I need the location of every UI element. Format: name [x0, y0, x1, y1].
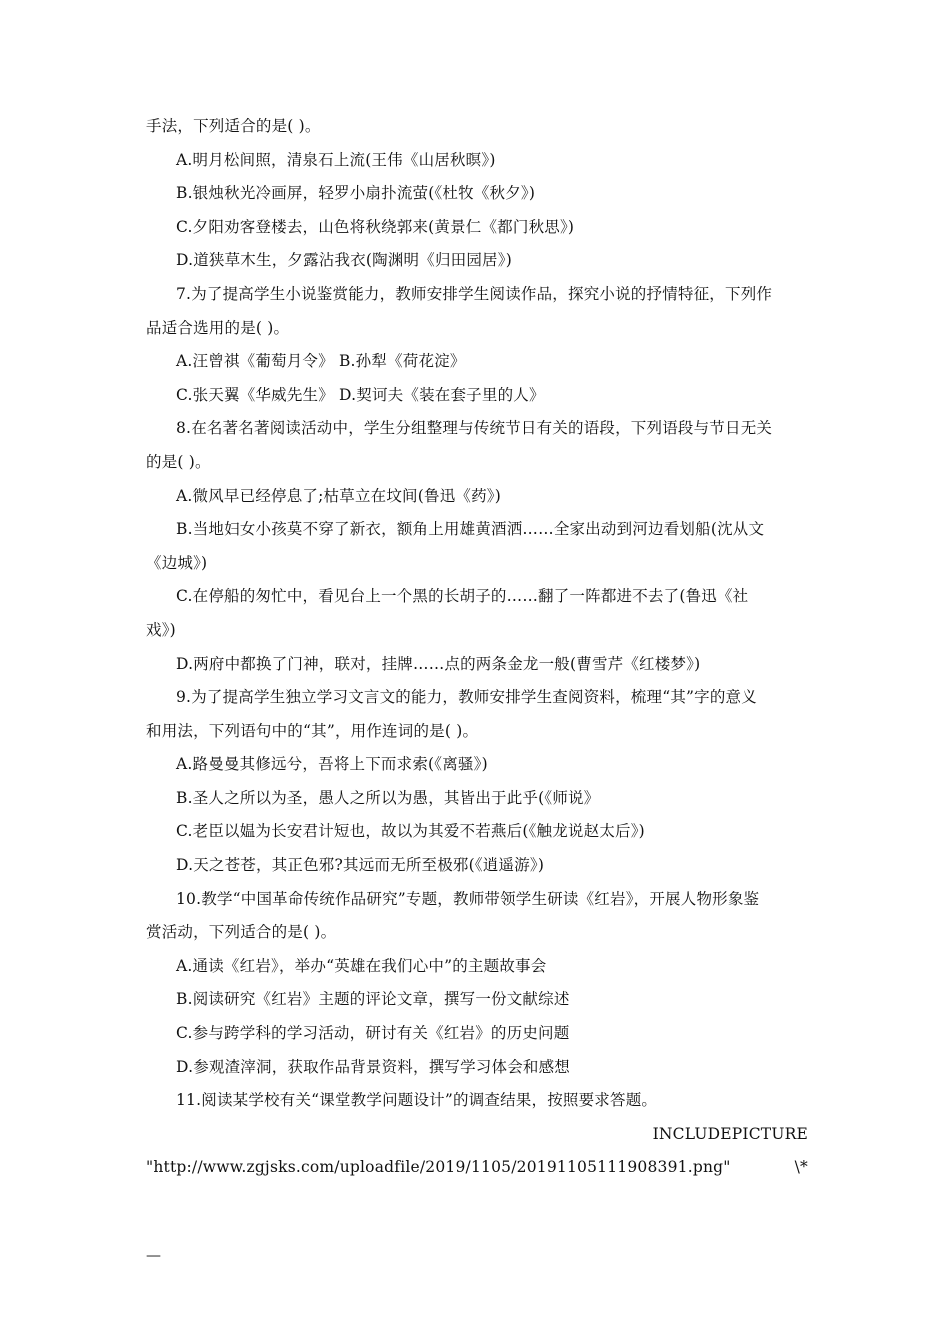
- question-10-stem-continuation: 赏活动，下列适合的是( )。: [146, 923, 337, 942]
- q9-option-a: A.路曼曼其修远兮，吾将上下而求索(《离骚》): [176, 755, 488, 774]
- image-url-line: [146, 1151, 808, 1185]
- includepicture-field-code: INCLUDEPICTURE: [652, 1124, 808, 1143]
- q9-option-b: B.圣人之所以为圣，愚人之所以为愚，其皆出于此乎(《师说》: [176, 788, 600, 807]
- q9-option-d: D.天之苍苍，其正色邪?其远而无所至极邪(《逍遥游》): [176, 856, 545, 875]
- question-9-stem-continuation: 和用法，下列语句中的“其”，用作连词的是( )。: [146, 721, 479, 740]
- q6-option-a: A.明月松间照，清泉石上流(王伟《山居秋暝》): [176, 150, 496, 169]
- question-7-stem-continuation: 品适合选用的是( )。: [146, 318, 290, 337]
- q8-option-b-continuation: 《边城》): [146, 553, 208, 572]
- trailing-dash: —: [146, 1246, 161, 1264]
- question-8-stem: 8.在名著名著阅读活动中，学生分组整理与传统节日有关的语段，下列语段与节日无关: [176, 419, 773, 438]
- question-7-stem: 7.为了提高学生小说鉴赏能力，教师安排学生阅读作品，探究小说的抒情特征，下列作: [176, 284, 773, 303]
- q8-option-d: D.两府中都换了门神，联对，挂牌……点的两条金龙一般(曹雪芹《红楼梦》): [176, 654, 701, 673]
- question-9-stem: 9.为了提高学生独立学习文言文的能力，教师安排学生查阅资料，梳理“其”字的意义: [176, 688, 757, 707]
- q10-option-c: C.参与跨学科的学习活动，研讨有关《红岩》的历史问题: [176, 1024, 570, 1043]
- q9-option-c: C.老臣以媪为长安君计短也，故以为其爱不若燕后(《触龙说赵太后》): [176, 822, 645, 841]
- q6-option-d: D.道狭草木生，夕露沾我衣(陶渊明《归田园居》): [176, 251, 512, 270]
- question-8-stem-continuation: 的是( )。: [146, 452, 211, 471]
- q8-option-c: C.在停船的匆忙中，看见台上一个黑的长胡子的……翻了一阵都进不去了(鲁迅《社: [176, 587, 749, 606]
- q7-options-ab: A.汪曾祺《葡萄月令》 B.孙犁《荷花淀》: [176, 352, 466, 371]
- q10-option-d: D.参观渣滓洞，获取作品背景资料，撰写学习体会和感想: [176, 1057, 571, 1076]
- field-switch: \*: [794, 1158, 808, 1177]
- q8-option-c-continuation: 戏》): [146, 620, 176, 639]
- document-body: [146, 110, 808, 1185]
- q6-option-b: B.银烛秋光冷画屏，轻罗小扇扑流萤(《杜牧《秋夕》): [176, 184, 536, 203]
- image-url: "http://www.zgjsks.com/uploadfile/2019/1105/20191105111908391.png": [146, 1158, 731, 1177]
- question-11-stem: 11.阅读某学校有关“课堂教学问题设计”的调查结果，按照要求答题。: [176, 1091, 658, 1110]
- q8-option-b: B.当地妇女小孩莫不穿了新衣，额角上用雄黄酒洒……全家出动到河边看划船(沈从文: [176, 520, 765, 539]
- question-10-stem: 10.教学“中国革命传统作品研究”专题，教师带领学生研读《红岩》，开展人物形象鉴: [176, 889, 760, 908]
- question-6-stem-continuation: 手法，下列适合的是( )。: [146, 117, 321, 135]
- q6-option-c: C.夕阳劝客登楼去，山色将秋绕郭来(黄景仁《都门秋思》): [176, 217, 575, 236]
- q10-option-a: A.通读《红岩》，举办“英雄在我们心中”的主题故事会: [176, 956, 547, 975]
- q8-option-a: A.微风早已经停息了;枯草立在坟间(鲁迅《药》): [176, 486, 501, 505]
- q7-options-cd: C.张天翼《华威先生》 D.契诃夫《装在套子里的人》: [176, 385, 545, 404]
- q10-option-b: B.阅读研究《红岩》主题的评论文章，撰写一份文献综述: [176, 990, 570, 1009]
